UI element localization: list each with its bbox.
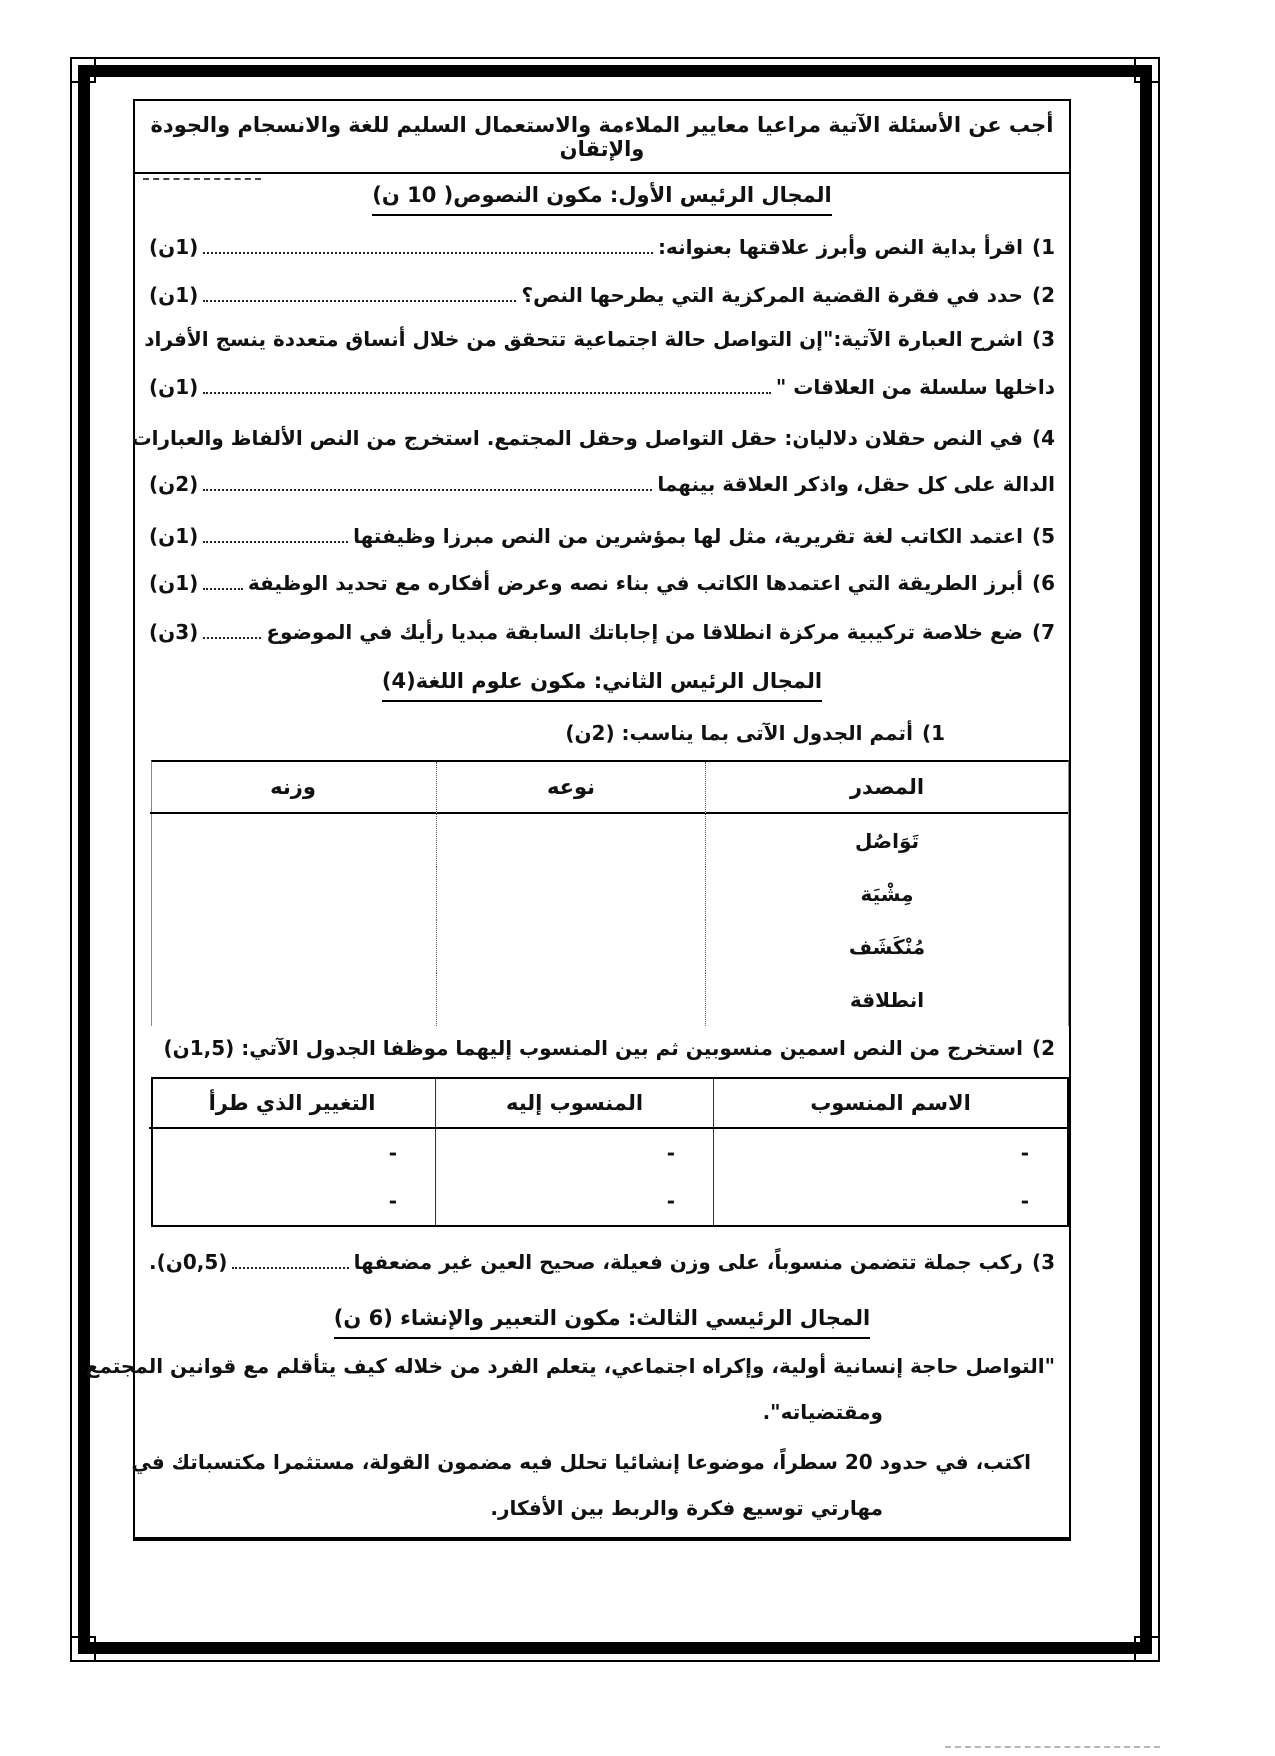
question-number: 1) — [1031, 235, 1055, 259]
exam-instruction-header — [135, 101, 1069, 174]
table-cell-dash: - — [388, 1189, 397, 1213]
question-text: اشرح العبارة الآتية:"إن التواصل حالة اجتماعية تتحقق من خلال أنساق متعددة ينسج الأفراد — [144, 327, 1023, 351]
question-text: أبرز الطريقة التي اعتمدها الكاتب في بناء نصه وعرض أفكاره مع تحديد الوظيفة — [247, 571, 1023, 595]
question-number: 2) — [1031, 283, 1055, 307]
question-6 — [149, 568, 1055, 598]
question-number: 1) — [921, 721, 945, 745]
question-4-line-2 — [149, 469, 1055, 499]
dotted-leader — [203, 252, 653, 254]
content-box — [85, 99, 1071, 1541]
quote-line-1: "التواصل حاجة إنسانية أولية، وإكراه اجتماعي، يتعلم الفرد من خلاله كيف يتأقلم مع قوانين المجتمع — [85, 1354, 1055, 1378]
task-line-2: مهارتي توسيع فكرة والربط بين الأفكار. — [490, 1496, 883, 1520]
question-text: في النص حقلان دلاليان: حقل التواصل وحقل المجتمع. استخرج من النص الألفاظ والعبارات — [131, 426, 1023, 450]
question-2 — [149, 280, 1055, 310]
question-number: 3) — [1031, 1250, 1055, 1274]
scan-noise — [945, 1746, 1160, 1748]
table-row-word: تَوَاصُل — [705, 814, 1068, 867]
dotted-leader — [203, 637, 261, 639]
table-cell-empty — [150, 920, 436, 973]
nisba-table — [151, 1077, 1069, 1227]
question-number: 6) — [1031, 571, 1055, 595]
question-1 — [149, 232, 1055, 262]
question-3 — [144, 324, 1055, 354]
question-score: (1ن) — [149, 571, 199, 595]
table-cell-empty — [150, 814, 436, 867]
question-number: 5) — [1031, 524, 1055, 548]
question-7 — [149, 617, 1055, 647]
table-cell-empty — [150, 973, 436, 1026]
table-cell-empty — [436, 920, 705, 973]
table-row-word: مُنْكَشَف — [705, 920, 1068, 973]
question-text: استخرج من النص اسمين منسوبين ثم بين المنسوب إليهما موظفا الجدول الآتي: (1,5ن) — [163, 1036, 1023, 1060]
question-text: الدالة على كل حقل، واذكر العلاقة بينهما — [657, 472, 1055, 496]
question-text: داخلها سلسلة من العلاقات " — [775, 375, 1055, 399]
table-row-word: انطلاقة — [705, 973, 1068, 1026]
question-4 — [131, 423, 1055, 453]
dotted-leader — [203, 300, 516, 302]
task-line-1: اكتب، في حدود 20 سطراً، موضوعا إنشائيا تحلل فيه مضمون القولة، مستثمرا مكتسباتك في — [131, 1450, 1031, 1474]
question-text: اقرأ بداية النص وأبرز علاقتها بعنوانه: — [657, 235, 1023, 259]
question-score: (1ن) — [149, 235, 199, 259]
table-row-word: مِشْيَة — [705, 867, 1068, 920]
table-cell-dash: - — [713, 1129, 1067, 1177]
question-score: (2ن) — [149, 472, 199, 496]
section2-question-2 — [149, 1033, 1055, 1063]
question-number: 7) — [1031, 620, 1055, 644]
table-cell-empty — [436, 973, 705, 1026]
table-cell-dash: - — [435, 1129, 713, 1177]
question-score: (1ن) — [149, 283, 199, 307]
table-header-attributed-noun: الاسم المنسوب — [713, 1079, 1067, 1129]
question-score: (1ن) — [149, 375, 199, 399]
table-header-source: المصدر — [705, 762, 1068, 814]
question-number: 2) — [1031, 1036, 1055, 1060]
table-cell-empty — [150, 867, 436, 920]
dotted-leader — [232, 1267, 348, 1269]
question-text: اعتمد الكاتب لغة تقريرية، مثل لها بمؤشرين من النص مبرزا وظيفتها — [353, 524, 1023, 548]
masdar-table — [151, 760, 1069, 1026]
question-text: ركب جملة تتضمن منسوباً، على وزن فعيلة، صحيح العين غير مضعفها — [353, 1250, 1023, 1274]
table-cell-empty — [436, 814, 705, 867]
question-3-line-2 — [149, 372, 1055, 402]
question-5 — [149, 521, 1055, 551]
table-cell-dash: - — [388, 1141, 397, 1165]
section1-title: المجال الرئيس الأول: مكون النصوص( 10 ن) — [135, 180, 1069, 216]
section3-title: المجال الرئيسي الثالث: مكون التعبير والإنشاء (6 ن) — [135, 1303, 1069, 1339]
dotted-leader — [203, 541, 348, 543]
table-header-weight: وزنه — [150, 762, 436, 814]
table-header-type: نوعه — [436, 762, 705, 814]
dotted-leader — [203, 392, 771, 394]
question-number: 3) — [1031, 327, 1055, 351]
question-score: (3ن) — [149, 620, 199, 644]
instruction-text: أجب عن الأسئلة الآتية مراعيا معايير الملاءمة والاستعمال السليم للغة والانسجام والجودة والإتقان — [150, 112, 1054, 161]
table-cell-empty — [436, 867, 705, 920]
dotted-leader — [203, 588, 243, 590]
quote-line-2: ومقتضياته". — [762, 1400, 883, 1424]
question-text: ضع خلاصة تركيبية مركزة انطلاقا من إجاباتك السابقة مبديا رأيك في الموضوع — [266, 620, 1023, 644]
section2-title: المجال الرئيس الثاني: مكون علوم اللغة(4) — [135, 666, 1069, 702]
question-text: حدد في فقرة القضية المركزية التي يطرحها النص؟ — [521, 283, 1023, 307]
table-cell-dash: - — [713, 1177, 1067, 1225]
question-score: (1ن) — [149, 524, 199, 548]
section2-question-1 — [149, 718, 945, 748]
question-score: (0,5ن). — [149, 1250, 228, 1274]
question-text: أتمم الجدول الآتى بما يناسب: (2ن) — [565, 721, 913, 745]
question-number: 4) — [1031, 426, 1055, 450]
table-cell-dash: - — [435, 1177, 713, 1225]
dotted-leader — [203, 489, 652, 491]
section2-question-3 — [149, 1247, 1055, 1277]
table-header-attributed-to: المنسوب إليه — [435, 1079, 713, 1129]
table-header-change: التغيير الذي طرأ — [149, 1079, 435, 1129]
